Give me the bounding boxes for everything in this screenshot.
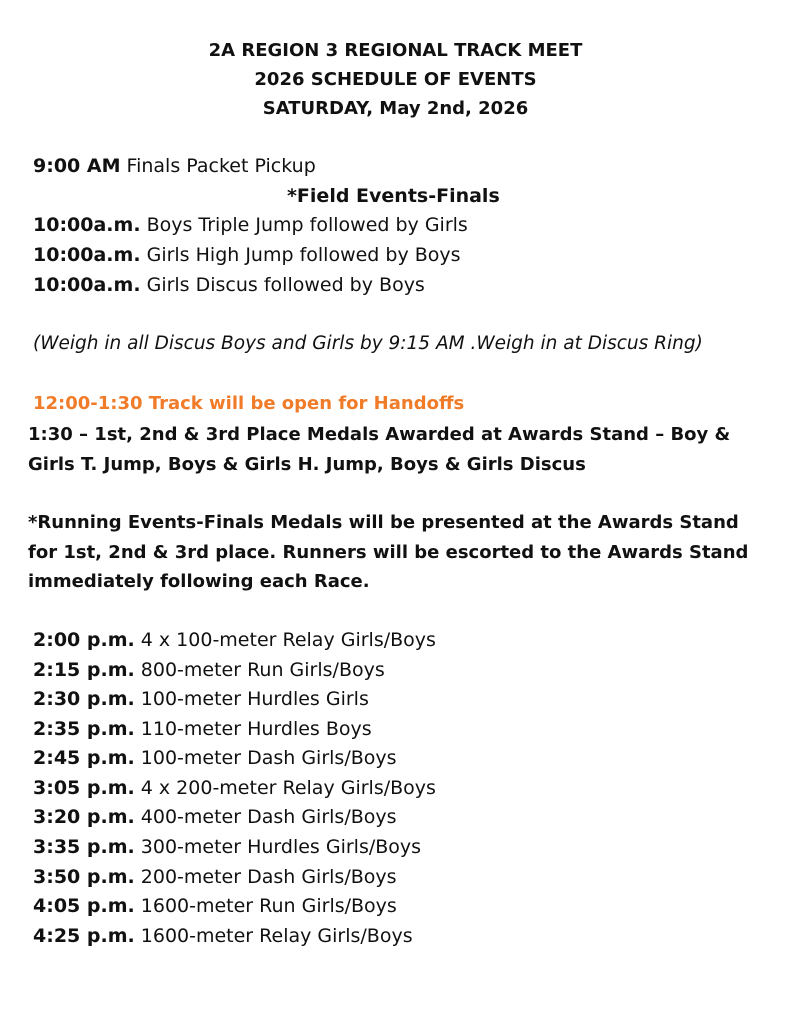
event-time: 3:20 p.m. (33, 806, 135, 828)
event-text: Girls High Jump followed by Boys (146, 244, 461, 266)
weigh-in-note: (Weigh in all Discus Boys and Girls by 9:15 AM .Weigh in at Discus Ring) (33, 333, 703, 354)
running-event-item (33, 892, 397, 920)
event-time: 10:00a.m. (33, 244, 141, 266)
event-text: 100-meter Dash Girls/Boys (140, 747, 397, 769)
event-time: 2:15 p.m. (33, 659, 135, 681)
event-time: 3:35 p.m. (33, 836, 135, 858)
event-text: 800-meter Run Girls/Boys (140, 659, 385, 681)
event-time: 10:00a.m. (33, 214, 141, 236)
event-time: 2:00 p.m. (33, 629, 135, 651)
event-text: 110-meter Hurdles Boys (140, 718, 372, 740)
running-event-item (33, 803, 397, 831)
event-time: 2:35 p.m. (33, 718, 135, 740)
event-time: 2:45 p.m. (33, 747, 135, 769)
event-time: 3:05 p.m. (33, 777, 135, 799)
running-event-item (33, 833, 421, 861)
event-time: 3:50 p.m. (33, 866, 135, 888)
event-time: 2:30 p.m. (33, 688, 135, 710)
pickup-time: 9:00 AM (33, 155, 121, 177)
running-event-item (33, 685, 369, 713)
header-date: SATURDAY, May 2nd, 2026 (262, 98, 529, 119)
header-title: 2A REGION 3 REGIONAL TRACK MEET (208, 40, 583, 61)
running-event-item (33, 744, 397, 772)
event-text: 4 x 100-meter Relay Girls/Boys (140, 629, 436, 651)
field-events-heading: *Field Events-Finals (287, 185, 500, 207)
pickup-line (33, 152, 316, 180)
running-events-note: *Running Events-Finals Medals will be presented at the Awards Stand for 1st, 2nd & 3rd place. Runners will be escorted to the Awards Stand immediately following each Race. (28, 512, 749, 592)
event-text: 200-meter Dash Girls/Boys (140, 866, 397, 888)
event-time: 4:05 p.m. (33, 895, 135, 917)
event-time: 4:25 p.m. (33, 925, 135, 947)
event-text: 4 x 200-meter Relay Girls/Boys (140, 777, 436, 799)
running-event-item (33, 863, 397, 891)
header-subtitle: 2026 SCHEDULE OF EVENTS (254, 69, 537, 90)
running-event-item (33, 656, 385, 684)
field-event-item (33, 271, 425, 299)
event-text: 300-meter Hurdles Girls/Boys (140, 836, 422, 858)
awards-note: 1:30 – 1st, 2nd & 3rd Place Medals Awarded at Awards Stand – Boy & Girls T. Jump, Boys & Girls H. Jump, Boys & Girls Discus (28, 424, 731, 475)
document-header (0, 36, 791, 123)
running-event-item (33, 626, 436, 654)
event-time: 10:00a.m. (33, 274, 141, 296)
handoffs-note: 12:00-1:30 Track will be open for Handoffs (33, 393, 465, 414)
field-event-item (33, 211, 468, 239)
running-event-item (33, 715, 372, 743)
event-text: 100-meter Hurdles Girls (140, 688, 369, 710)
event-text: Boys Triple Jump followed by Girls (146, 214, 468, 236)
running-event-item (33, 922, 413, 950)
pickup-text: Finals Packet Pickup (126, 155, 316, 177)
running-event-item (33, 774, 436, 802)
event-text: 1600-meter Relay Girls/Boys (140, 925, 413, 947)
event-text: Girls Discus followed by Boys (146, 274, 425, 296)
event-text: 400-meter Dash Girls/Boys (140, 806, 397, 828)
event-text: 1600-meter Run Girls/Boys (140, 895, 397, 917)
field-event-item (33, 241, 461, 269)
